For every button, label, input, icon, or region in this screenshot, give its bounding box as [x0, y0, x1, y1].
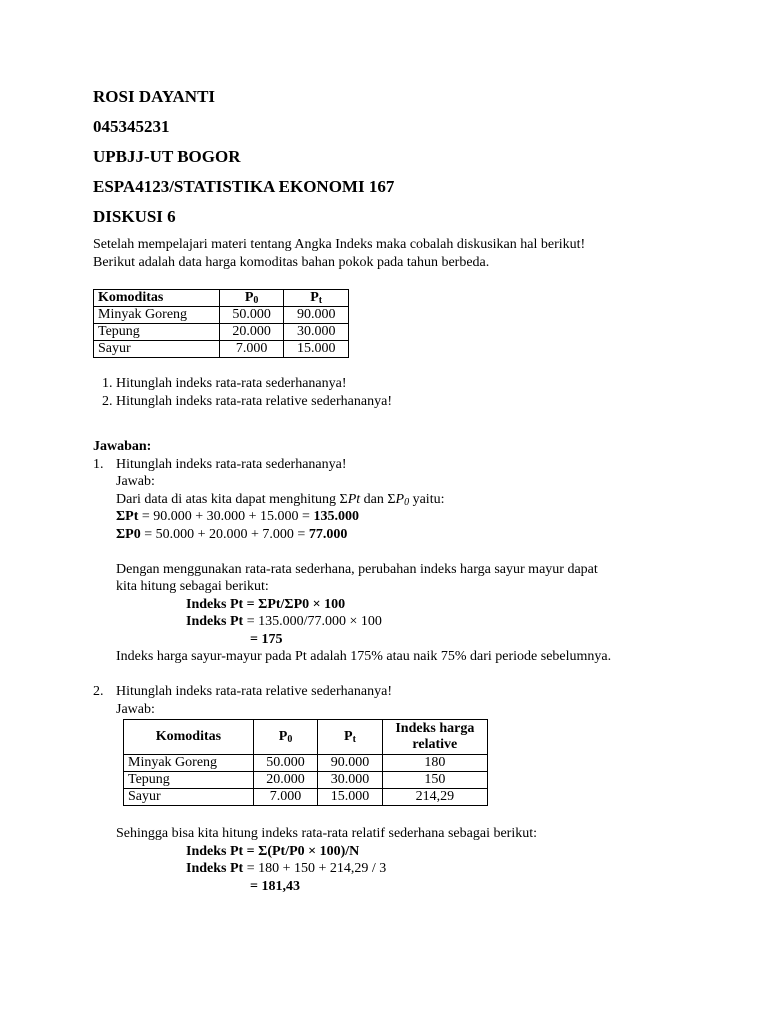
- student-name: ROSI DAYANTI: [93, 87, 216, 106]
- answer-1: [93, 456, 713, 666]
- document-page: [93, 86, 713, 895]
- header-p0: $P_0$: [253, 720, 317, 755]
- table-row: [124, 755, 488, 772]
- cell-pt: 90.000: [318, 755, 382, 772]
- header-indeks-relative: Indeks harga relative: [382, 720, 487, 755]
- cell-pt: 30.000: [284, 324, 349, 341]
- header-p0: $P_0$: [219, 290, 284, 307]
- formula-1: Indeks Pt = ΣPt/ΣP0 × 100: [186, 596, 346, 612]
- table-header-row: [124, 720, 488, 755]
- answer-2-jawab: Jawab:: [116, 701, 155, 717]
- question-item: 1. Hitunglah indeks rata-rata sederhananya!: [116, 375, 713, 393]
- table-header-row: [94, 290, 349, 307]
- sum-p0-line: ΣP0 = 50.000 + 20.000 + 7.000 = 77.000: [116, 526, 348, 542]
- formula-6: = 181,43: [250, 878, 300, 894]
- upbjj-name: UPBJJ-UT BOGOR: [93, 147, 241, 166]
- cell-index: 180: [382, 755, 487, 772]
- cell-commodity: Minyak Goreng: [124, 755, 254, 772]
- cell-p0: 7.000: [253, 789, 317, 806]
- cell-p0: 20.000: [219, 324, 284, 341]
- table-row: [94, 324, 349, 341]
- answer-2: [93, 683, 713, 895]
- cell-index: 150: [382, 772, 487, 789]
- intro-line-1: Setelah mempelajari materi tentang Angka Indeks maka cobalah diskusikan hal berikut!: [93, 237, 586, 252]
- answer-2-title: Hitunglah indeks rata-rata relative sederhananya!: [116, 684, 392, 699]
- answer-1-number: 1.: [93, 456, 104, 472]
- cell-p0: 7.000: [219, 341, 284, 358]
- cell-commodity: Sayur: [124, 789, 254, 806]
- header-komoditas: Komoditas: [124, 720, 254, 755]
- cell-p0: 50.000: [219, 307, 284, 324]
- cell-commodity: Tepung: [124, 772, 254, 789]
- discussion-title: DISKUSI 6: [93, 207, 176, 226]
- answer-label: Jawaban:: [93, 439, 152, 454]
- sum-pt-line: ΣPt = 90.000 + 30.000 + 15.000 = 135.000: [116, 509, 359, 524]
- commodity-table: [93, 289, 349, 358]
- header-komoditas: Komoditas: [94, 290, 220, 307]
- cell-commodity: Sayur: [94, 341, 220, 358]
- course-title: ESPA4123/STATISTIKA EKONOMI 167: [93, 177, 395, 196]
- table-row: [124, 772, 488, 789]
- header-pt: $P_t$: [318, 720, 382, 755]
- student-id: 045345231: [93, 117, 170, 136]
- cell-pt: 15.000: [318, 789, 382, 806]
- answer-2-number: 2.: [93, 684, 104, 699]
- cell-pt: 15.000: [284, 341, 349, 358]
- answer-1-title: Hitunglah indeks rata-rata sederhananya!: [116, 456, 347, 472]
- cell-p0: 20.000: [253, 772, 317, 789]
- cell-commodity: Minyak Goreng: [94, 307, 220, 324]
- answer-1-para-2: kita hitung sebagai berikut:: [116, 579, 269, 594]
- answer-1-conclusion: Indeks harga sayur-mayur pada Pt adalah 175% atau naik 75% dari periode sebelumnya.: [116, 649, 612, 664]
- cell-pt: 90.000: [284, 307, 349, 324]
- answer-2-para: Sehingga bisa kita hitung indeks rata-rata relatif sederhana sebagai berikut:: [116, 826, 538, 841]
- formula-4: Indeks Pt = Σ(Pt/P0 × 100)/N: [186, 843, 360, 859]
- answer-1-jawab: Jawab:: [116, 474, 155, 489]
- header-pt: $P_t$: [284, 290, 349, 307]
- question-list: [93, 375, 713, 410]
- answer-1-intro: Dari data di atas kita dapat menghitung ΣPt dan $\Sigma P_0$ yaitu:: [116, 491, 445, 508]
- question-item: 2. Hitunglah indeks rata-rata relative sederhananya!: [116, 393, 713, 411]
- formula-5: Indeks Pt = 180 + 150 + 214,29 / 3: [186, 861, 387, 876]
- table-row: [124, 789, 488, 806]
- formula-3: = 175: [250, 631, 283, 647]
- cell-commodity: Tepung: [94, 324, 220, 341]
- intro-line-2: Berikut adalah data harga komoditas bahan pokok pada tahun berbeda.: [93, 254, 490, 270]
- formula-2: Indeks Pt = 135.000/77.000 × 100: [186, 614, 382, 629]
- cell-p0: 50.000: [253, 755, 317, 772]
- table-row: [94, 307, 349, 324]
- cell-index: 214,29: [382, 789, 487, 806]
- table-row: [94, 341, 349, 358]
- cell-pt: 30.000: [318, 772, 382, 789]
- answer-1-para-1: Dengan menggunakan rata-rata sederhana, perubahan indeks harga sayur mayur dapat: [116, 561, 598, 577]
- relative-index-table: [123, 719, 488, 806]
